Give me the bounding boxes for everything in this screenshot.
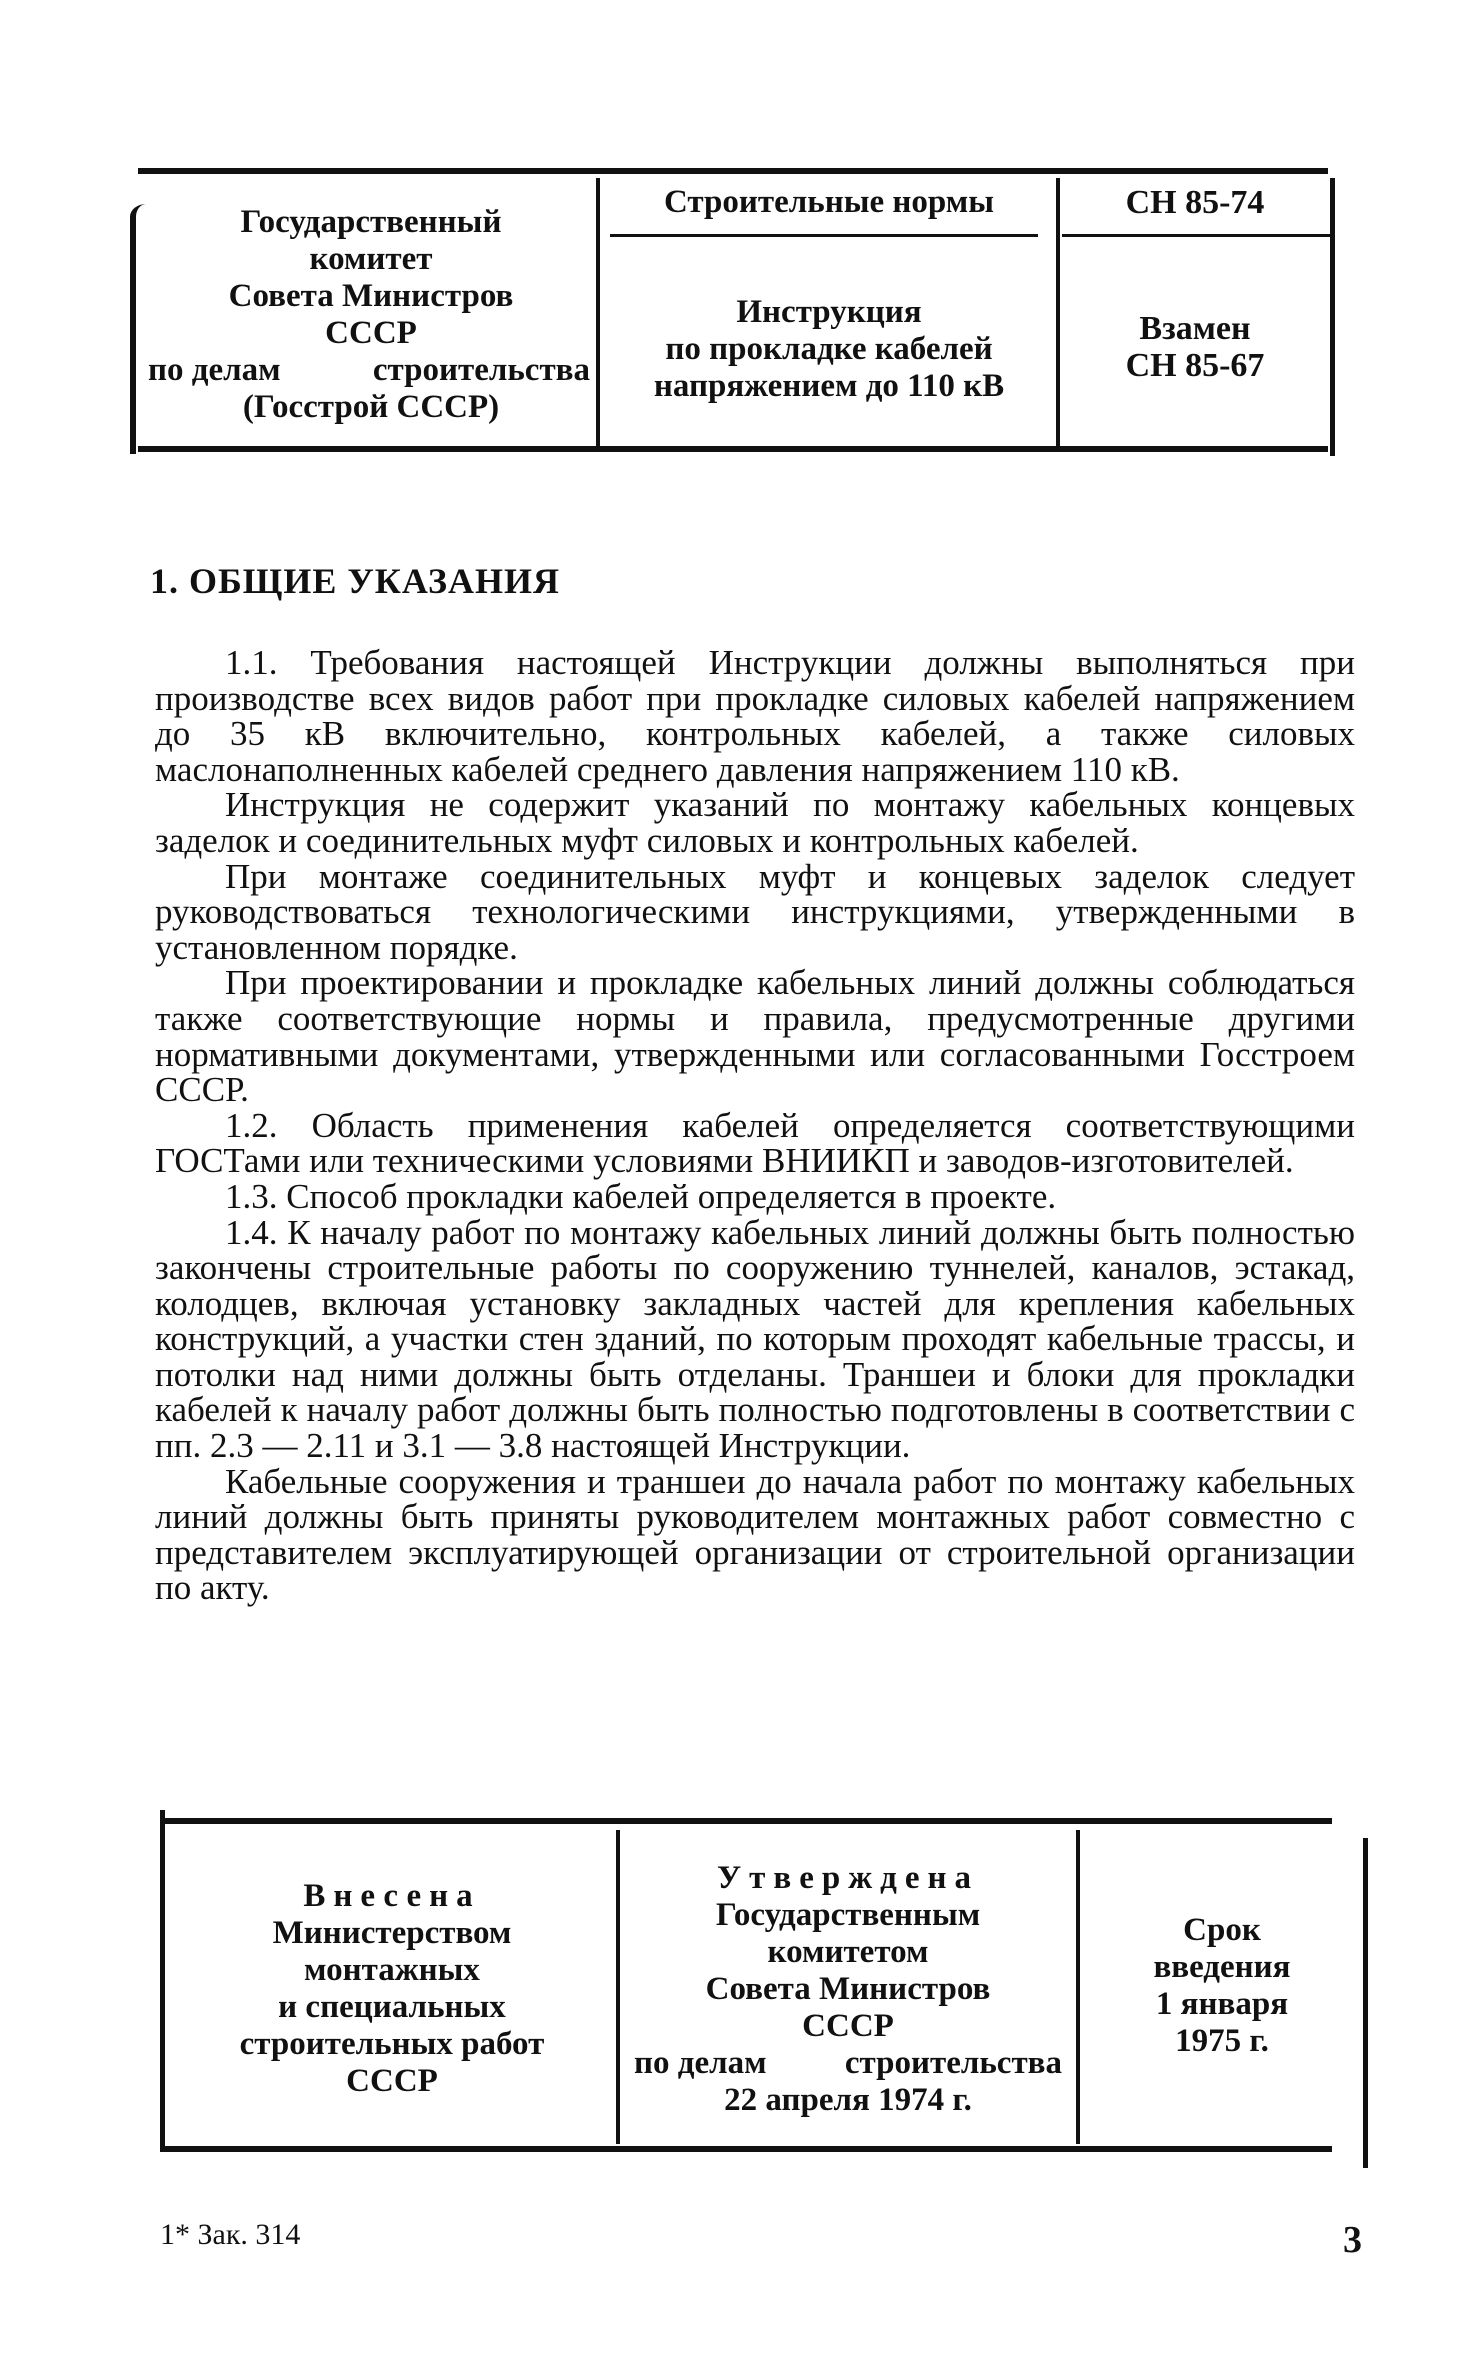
replaces-line: СН 85-67 xyxy=(1125,347,1265,384)
paragraph: При проектировании и прокладке кабельных линий должны соблюдаться также соответствующие нормы и правила, предусмотренные другими нормативными документами, утвержденными или согласованными Госстроем СССР. xyxy=(155,963,1355,1110)
header-sub-rule xyxy=(1062,234,1330,237)
approved-line: СССР xyxy=(802,2008,894,2044)
approved-line: Совета Министров xyxy=(705,1971,991,2007)
replaces-note xyxy=(1062,310,1328,384)
header-divider-1 xyxy=(596,178,600,446)
approval-left-border xyxy=(160,1810,165,2146)
paragraph: 1.3. Способ прокладки кабелей определяется в проекте. xyxy=(225,1176,1057,1216)
header-divider-2 xyxy=(1056,178,1060,446)
approved-date: 22 апреля 1974 г. xyxy=(724,2082,972,2118)
effective-line: Срок xyxy=(1183,1912,1261,1948)
header-left-border xyxy=(130,204,146,454)
document-number: СН 85-74 xyxy=(1125,184,1265,221)
introduced-line: Министерством xyxy=(272,1915,512,1951)
effective-line: 1975 г. xyxy=(1175,2023,1269,2059)
print-order-note: 1* Зак. 314 xyxy=(160,2218,301,2251)
approved-line xyxy=(622,2045,1074,2082)
approval-top-rule xyxy=(160,1818,1332,1824)
introduced-heading: Внесена xyxy=(303,1878,481,1914)
title-line: Инструкция xyxy=(736,294,922,330)
paragraph: Кабельные сооружения и траншеи до начала работ по монтажу кабельных линий должны быть приняты руководителем монтажных работ совместно с представителем эксплуатирующей организации от строительной организации по акту. xyxy=(155,1461,1355,1608)
title-line: по прокладке кабелей xyxy=(665,331,993,367)
approved-word: строительства xyxy=(844,2045,1062,2081)
approval-bottom-rule xyxy=(160,2146,1332,2152)
agency-word: по делам xyxy=(148,352,281,388)
replaces-line: Взамен xyxy=(1139,310,1251,347)
page-number: 3 xyxy=(1343,2219,1362,2261)
paragraph: 1.1. Требования настоящей Инструкции должны выполняться при производстве всех видов работ при прокладке силовых кабелей напряжением до 35 кВ включительно, контрольных кабелей, а также силовых маслонаполненных кабелей среднего давления напряжением 110 кВ. xyxy=(155,643,1355,789)
paragraph: Инструкция не содержит указаний по монтажу кабельных концевых заделок и соединительных муфт силовых и контрольных кабелей. xyxy=(155,785,1355,860)
paragraph: 1.4. К началу работ по монтажу кабельных линий должны быть полностью закончены строительные работы по сооружению туннелей, каналов, эстакад, колодцев, включая установку закладных частей для крепления кабельных конструкций, а участки стен зданий, по которым проходят кабельные трассы, и потолки над ними должны быть отделаны. Траншеи и блоки для прокладки кабелей к началу работ должны быть полностью подготовлены в соответствии с пп. 2.3 — 2.11 и 3.1 — 3.8 настоящей Инструкции. xyxy=(155,1212,1355,1466)
effective-line: 1 января xyxy=(1155,1986,1289,2022)
agency-line: (Госстрой СССР) xyxy=(242,389,500,425)
introduced-line: строительных работ xyxy=(239,2026,545,2062)
header-bottom-rule xyxy=(138,446,1328,452)
section-title: 1. ОБЩИЕ УКАЗАНИЯ xyxy=(150,561,560,601)
agency-line: комитет xyxy=(309,241,433,277)
document-type: Строительные нормы xyxy=(664,184,994,220)
header-sub-rule xyxy=(610,234,1038,237)
title-line: напряжением до 110 кВ xyxy=(653,368,1005,404)
agency-word: строительства xyxy=(372,352,590,388)
section-body xyxy=(155,645,1355,1606)
agency-line: СССР xyxy=(325,315,417,351)
agency-line xyxy=(148,352,594,389)
agency-line: Совета Министров xyxy=(228,278,514,314)
approval-divider-1 xyxy=(616,1830,620,2144)
issuing-agency xyxy=(148,204,594,426)
introduced-line: и специальных xyxy=(278,1989,506,2025)
approved-line: комитетом xyxy=(767,1934,929,1970)
approved-by xyxy=(622,1860,1074,2119)
approved-line: Государственным xyxy=(715,1897,981,1933)
document-title xyxy=(604,294,1054,405)
introduced-line: СССР xyxy=(346,2063,438,2099)
approved-heading: Утверждена xyxy=(716,1860,980,1896)
header-top-rule xyxy=(138,168,1328,174)
effective-line: введения xyxy=(1153,1949,1291,1985)
paragraph: При монтаже соединительных муфт и концевых заделок следует руководствоваться технологическими инструкциями, утвержденными в установленном порядке. xyxy=(155,856,1355,967)
approved-word: по делам xyxy=(634,2045,767,2081)
header-right-border xyxy=(1330,178,1335,456)
introduced-by xyxy=(170,1878,614,2100)
approval-divider-2 xyxy=(1076,1830,1080,2144)
approval-right-border xyxy=(1363,1838,1368,2168)
effective-date xyxy=(1082,1912,1362,2060)
agency-line: Государственный xyxy=(240,204,502,240)
introduced-line: монтажных xyxy=(304,1952,480,1988)
paragraph: 1.2. Область применения кабелей определяется соответствующими ГОСТами или техническими условиями ВНИИКП и заводов-изготовителей. xyxy=(155,1105,1355,1181)
